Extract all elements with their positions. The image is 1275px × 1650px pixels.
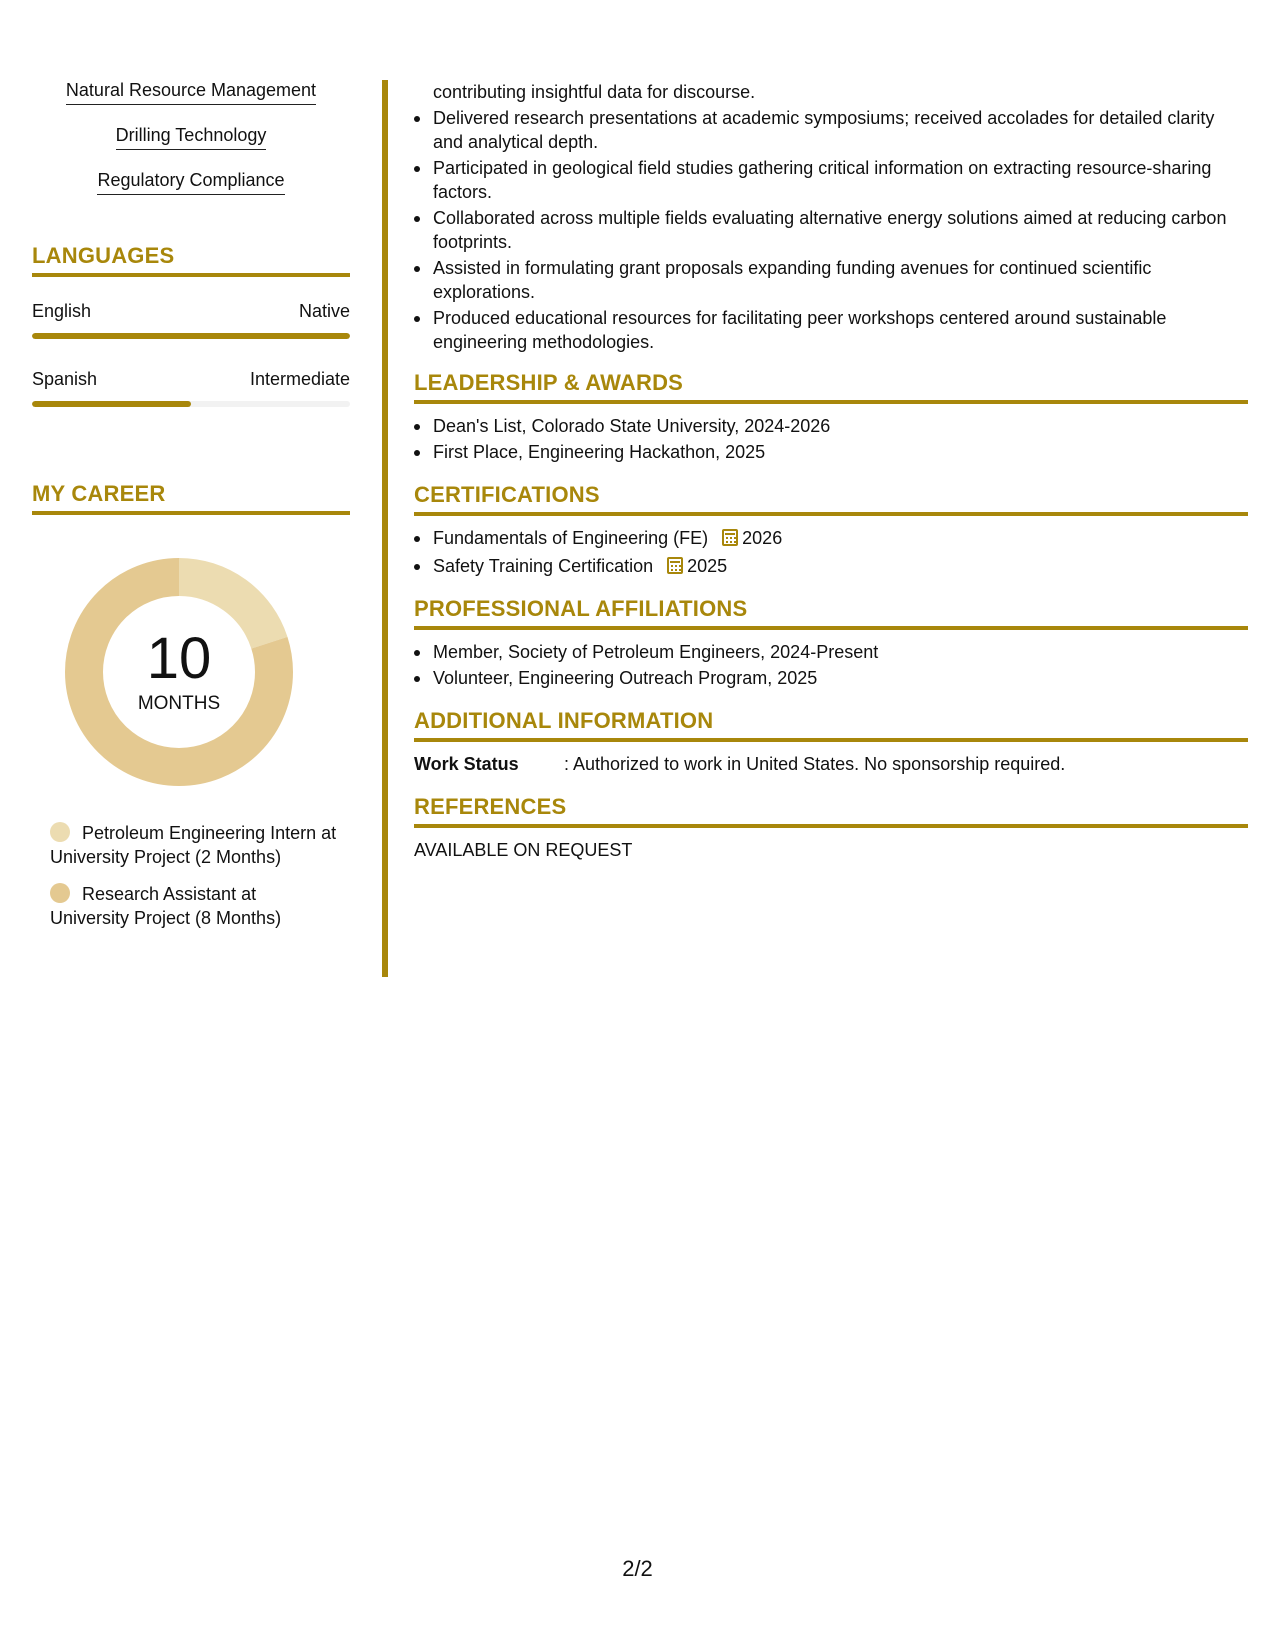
certification-year: 2026: [742, 528, 783, 548]
career-total: 10: [146, 626, 212, 691]
certification-year: 2025: [687, 556, 728, 576]
career-section: [32, 481, 350, 930]
career-unit: MONTHS: [137, 693, 221, 714]
certification-item: [414, 526, 1248, 550]
work-status-label: Work Status: [414, 754, 519, 774]
language-level: Intermediate: [249, 369, 350, 389]
certifications-section: [414, 482, 1248, 578]
languages-section: [32, 243, 350, 407]
affiliations-section: [414, 596, 1248, 690]
additional-section: [414, 708, 1248, 776]
language-level-fill: [32, 401, 191, 407]
legend-label: Research Assistant at University Project (8 Months): [50, 884, 282, 928]
experience-continued: [414, 80, 1248, 354]
skills-list: [32, 78, 350, 213]
leadership-section: [414, 370, 1248, 464]
affiliations-title: PROFESSIONAL AFFILIATIONS: [414, 596, 1248, 630]
legend-dot: [50, 883, 70, 903]
legend-item: [50, 821, 340, 869]
experience-bullet: Assisted in formulating grant proposals expanding funding avenues for continued scientific explorations.: [414, 256, 1248, 304]
career-donut-chart: [64, 557, 294, 787]
leadership-title: LEADERSHIP & AWARDS: [414, 370, 1248, 404]
languages-title: LANGUAGES: [32, 243, 350, 277]
language-name: Spanish: [32, 369, 98, 389]
skill-item: Natural Resource Management: [66, 78, 316, 105]
experience-bullet: Delivered research presentations at academic symposiums; received accolades for detailed clarity and analytical depth.: [414, 106, 1248, 154]
references-text: AVAILABLE ON REQUEST: [414, 840, 633, 860]
legend-label: Petroleum Engineering Intern at University Project (2 Months): [50, 823, 337, 867]
affiliation-item: Volunteer, Engineering Outreach Program, 2025: [414, 666, 1248, 690]
legend-item: [50, 882, 340, 930]
language-level-bar: [32, 401, 350, 407]
work-status-row: [414, 752, 1248, 776]
language-name: English: [32, 301, 92, 321]
certification-name: Safety Training Certification: [433, 556, 654, 576]
career-title: MY CAREER: [32, 481, 350, 515]
language-level-bar: [32, 333, 350, 339]
certification-item: [414, 554, 1248, 578]
references-title: REFERENCES: [414, 794, 1248, 828]
column-divider: [382, 80, 388, 977]
skill-item: Drilling Technology: [116, 123, 267, 150]
leadership-item: Dean's List, Colorado State University, 2024-2026: [414, 414, 1248, 438]
page-number: 2/2: [622, 1556, 653, 1581]
language-level-fill: [32, 333, 350, 339]
language-english: [32, 299, 350, 339]
calendar-icon: [722, 529, 738, 546]
language-spanish: [32, 367, 350, 407]
experience-bullets: [414, 106, 1248, 354]
main-content: [414, 80, 1248, 862]
additional-title: ADDITIONAL INFORMATION: [414, 708, 1248, 742]
experience-bullet: Produced educational resources for facilitating peer workshops centered around sustainable engineering methodologies.: [414, 306, 1248, 354]
leadership-item: First Place, Engineering Hackathon, 2025: [414, 440, 1248, 464]
experience-bullet: Participated in geological field studies gathering critical information on extracting resource-sharing factors.: [414, 156, 1248, 204]
certification-name: Fundamentals of Engineering (FE): [433, 528, 709, 548]
certifications-title: CERTIFICATIONS: [414, 482, 1248, 516]
language-level: Native: [298, 301, 350, 321]
work-status-value: : Authorized to work in United States. No sponsorship required.: [564, 754, 1066, 774]
bullet-continuation: contributing insightful data for discourse.: [433, 82, 756, 102]
skill-item: Regulatory Compliance: [97, 168, 284, 195]
affiliation-item: Member, Society of Petroleum Engineers, 2024-Present: [414, 640, 1248, 664]
experience-bullet: Collaborated across multiple fields evaluating alternative energy solutions aimed at reducing carbon footprints.: [414, 206, 1248, 254]
references-section: [414, 794, 1248, 862]
sidebar: [32, 78, 350, 943]
legend-dot: [50, 822, 70, 842]
career-legend: [50, 821, 340, 930]
calendar-icon: [667, 557, 683, 574]
